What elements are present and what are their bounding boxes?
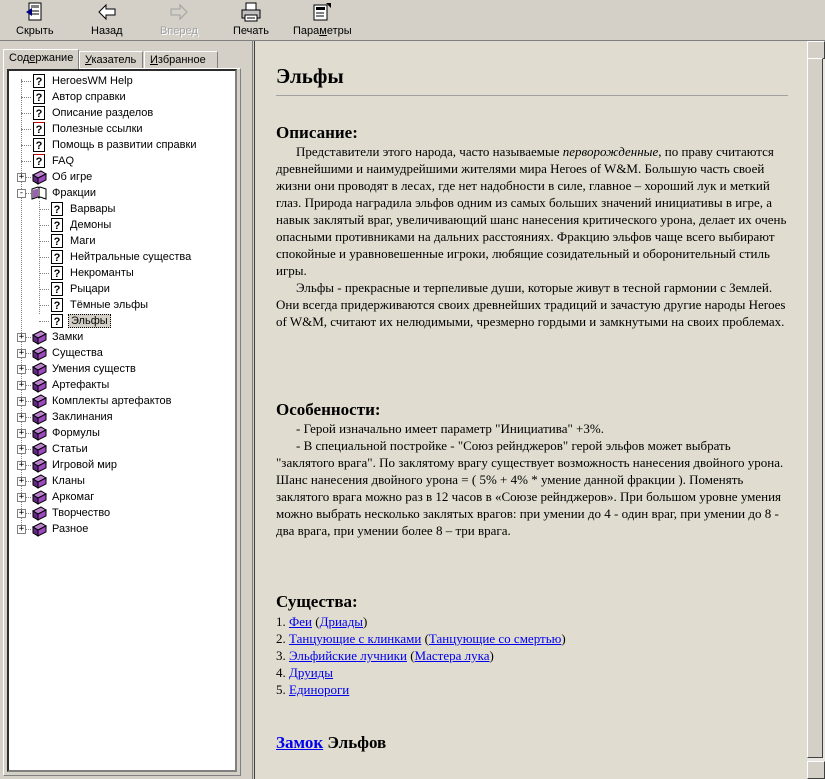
expand-icon[interactable]: +: [18, 412, 25, 422]
features-text: [276, 420, 791, 539]
help-page-icon: ?: [51, 298, 63, 312]
expand-icon[interactable]: +: [18, 524, 25, 534]
book-closed-icon: [31, 489, 47, 505]
creature-upgrade-link[interactable]: Мастера лука: [414, 648, 490, 663]
tree-item[interactable]: [31, 105, 155, 121]
collapse-icon[interactable]: -: [18, 188, 25, 198]
tree-connector: [39, 305, 49, 306]
tree-item[interactable]: [31, 377, 111, 393]
creature-list-item: 1. Феи (Дриады): [276, 614, 368, 629]
book-closed-icon: [31, 409, 47, 425]
options-label: Параметры: [293, 25, 352, 37]
creature-link[interactable]: Танцующие с клинками: [289, 631, 422, 646]
print-button[interactable]: [233, 2, 269, 38]
tree-item[interactable]: [31, 489, 96, 505]
tree-item-label: Существа: [52, 347, 103, 359]
description-paragraph-2: Эльфы - прекрасные и терпеливые души, которые живут в тесной гармонии с Землей. Они всегда придерживаются своих древнейших традиций и зачастую другие народы Heroes of W&M, считают их нелюдимыми, чрезмерно гордыми и замкнутыми на своих проблемах.: [276, 280, 786, 329]
navigation-pane: [0, 41, 244, 779]
tree-item-label: Демоны: [70, 219, 112, 231]
expand-icon[interactable]: +: [18, 332, 25, 342]
help-page-icon: ?: [51, 234, 63, 248]
hide-label: Скрыть: [16, 25, 54, 37]
help-page-icon: ?: [33, 106, 45, 120]
expand-icon[interactable]: +: [18, 348, 25, 358]
scroll-down-button[interactable]: [807, 761, 825, 779]
help-page-icon: ?: [33, 74, 45, 88]
expand-icon[interactable]: +: [18, 428, 25, 438]
tree-item[interactable]: [31, 409, 115, 425]
help-page-icon: ?: [51, 266, 63, 280]
tree-item-label: Эльфы: [68, 314, 111, 328]
tree-connector: [39, 273, 49, 274]
forward-label: Вперед: [160, 25, 198, 37]
tree-item-label: Варвары: [70, 203, 116, 215]
creature-number: 3.: [276, 648, 289, 663]
tree-item[interactable]: [31, 473, 87, 489]
tree-connector: [39, 241, 49, 242]
tree-item[interactable]: [31, 169, 94, 185]
forward-button[interactable]: [160, 2, 198, 38]
options-button[interactable]: [293, 2, 352, 38]
tree-connector: [39, 321, 49, 322]
page-title: Эльфы: [276, 64, 344, 88]
back-label: Назад: [91, 25, 123, 37]
tab-index[interactable]: Указатель: [79, 51, 143, 68]
description-paragraph-1: Представители этого народа, часто называемые перворожденные, по праву считаются древнейшими и наимудрейшими жителями мира Heroes of W&M. Большую часть своей жизни они проводят в лесах, где нет надобности в силе, главное – хороший лук и меткий глаз. Природа наградила эльфов одним из самых больших значений инициативы в игре, а навык заклятый враг, увеличивающий шанс нанесения критического урона, делает их очень опасными противниками на дальних расстояниях. Фракцию эльфов чаще всего выбирают спокойные и уравновешенные игроки, любящие созидательный и оборонительный стиль игры.: [276, 144, 787, 278]
tree-item-label: Рыцари: [70, 283, 110, 295]
expand-icon[interactable]: +: [18, 508, 25, 518]
tab-contents[interactable]: Содержание: [3, 49, 79, 69]
tree-item[interactable]: [31, 121, 145, 137]
tree-item[interactable]: [31, 393, 174, 409]
tree-connector: [39, 209, 49, 210]
back-button[interactable]: [91, 2, 123, 38]
scroll-thumb[interactable]: [807, 58, 823, 758]
creature-number: 2.: [276, 631, 289, 646]
help-page-icon: ?: [33, 122, 45, 136]
tree-connector: [21, 81, 31, 82]
contents-tree[interactable]: [7, 69, 237, 772]
book-closed-icon: [31, 505, 47, 521]
book-closed-icon: [31, 169, 47, 185]
printer-icon: [240, 2, 262, 22]
tree-item-label: Аркомаг: [52, 491, 95, 503]
creature-number: 4.: [276, 665, 289, 680]
help-page-icon: ?: [33, 90, 45, 104]
tree-item-label: Описание разделов: [52, 107, 154, 119]
creature-link[interactable]: Феи: [289, 614, 312, 629]
creature-list-item: [276, 664, 566, 681]
back-arrow-icon: [96, 2, 118, 22]
castle-line: Замок Эльфов: [276, 733, 387, 752]
tree-item[interactable]: [49, 281, 112, 297]
tree-item[interactable]: [31, 137, 198, 153]
tree-item[interactable]: [49, 201, 117, 217]
tree-connector: [39, 257, 49, 258]
tree-item[interactable]: [31, 345, 105, 361]
book-closed-icon: [31, 457, 47, 473]
options-icon: [311, 2, 333, 22]
help-page-icon: ?: [51, 282, 63, 296]
tree-item-label: Полезные ссылки: [52, 123, 143, 135]
feature-item-1: - Герой изначально имеет параметр "Инициатива" +3%.: [296, 421, 604, 436]
tree-connector: [39, 289, 49, 290]
help-page-icon: ?: [33, 138, 45, 152]
tree-item[interactable]: [31, 329, 85, 345]
tree-item[interactable]: [31, 521, 90, 537]
features-heading: Особенности:: [276, 400, 381, 419]
tree-item-label: Автор справки: [52, 91, 126, 103]
tree-item-label: Маги: [70, 235, 96, 247]
book-closed-icon: [31, 345, 47, 361]
tree-item-label: Тёмные эльфы: [70, 299, 149, 311]
book-closed-icon: [31, 393, 47, 409]
book-closed-icon: [31, 441, 47, 457]
tree-connector: [21, 97, 31, 98]
description-text: [276, 143, 791, 330]
tree-item[interactable]: [49, 233, 98, 249]
tree-item-label: Заклинания: [52, 411, 113, 423]
hide-icon: [24, 2, 46, 22]
tree-item[interactable]: [49, 313, 111, 329]
tree-item[interactable]: [31, 185, 98, 201]
tree-item[interactable]: [49, 249, 193, 265]
tree-connector: [21, 145, 31, 146]
creature-link[interactable]: Единороги: [289, 682, 350, 697]
description-heading: Описание:: [276, 123, 358, 142]
creature-link[interactable]: Друиды: [289, 665, 334, 680]
creature-number: 5.: [276, 682, 289, 697]
tree-item[interactable]: [49, 217, 113, 233]
tree-connector: [21, 161, 31, 162]
creature-upgrade-link[interactable]: Дриады: [319, 614, 364, 629]
help-page-icon: ?: [51, 250, 63, 264]
help-page-icon: ?: [51, 202, 63, 216]
tab-favorites[interactable]: Избранное: [144, 51, 218, 68]
book-closed-icon: [31, 377, 47, 393]
creature-number: 1.: [276, 614, 289, 629]
creatures-list: [276, 613, 566, 698]
tree-item-label: Об игре: [52, 171, 93, 183]
expand-icon[interactable]: +: [18, 172, 25, 182]
content-pane: [254, 41, 808, 779]
tree-item-label: FAQ: [52, 155, 75, 167]
expand-icon[interactable]: +: [18, 396, 25, 406]
creature-list-item: [276, 681, 566, 698]
creature-link[interactable]: Эльфийские лучники: [289, 648, 407, 663]
print-label: Печать: [233, 25, 270, 37]
expand-icon[interactable]: +: [18, 476, 25, 486]
creature-list-item: 2. Танцующие с клинками (Танцующие со смертью): [276, 631, 566, 646]
tree-connector: [39, 225, 49, 226]
tree-item-label: Артефакты: [52, 379, 110, 391]
book-closed-icon: [31, 329, 47, 345]
expand-icon[interactable]: +: [18, 460, 25, 470]
tree-item-label: Некроманты: [70, 267, 134, 279]
tree-item-label: Фракции: [52, 187, 96, 199]
help-page-icon: ?: [33, 154, 45, 168]
tree-item[interactable]: [31, 441, 90, 457]
book-closed-icon: [31, 361, 47, 377]
tree-item[interactable]: [49, 265, 136, 281]
toolbar: [0, 0, 825, 41]
help-page-icon: ?: [51, 314, 63, 328]
tree-item-label: Формулы: [52, 427, 100, 439]
expand-icon[interactable]: +: [18, 380, 25, 390]
tree-connector: [21, 129, 31, 130]
book-open-icon: [31, 185, 47, 201]
creatures-heading: Существа:: [276, 592, 358, 611]
tree-item-label: Помощь в развитии справки: [52, 139, 197, 151]
vertical-scrollbar[interactable]: [807, 41, 825, 779]
tree-item[interactable]: [31, 505, 112, 521]
tree-item-label: Нейтральные существа: [70, 251, 192, 263]
tree-item[interactable]: [31, 361, 138, 377]
tree-item[interactable]: [31, 73, 135, 89]
tree-item[interactable]: [31, 153, 76, 169]
hide-button[interactable]: [16, 2, 54, 38]
help-page-icon: ?: [51, 218, 63, 232]
scroll-up-button[interactable]: [807, 41, 825, 59]
book-closed-icon: [31, 425, 47, 441]
tree-item-label: Умения существ: [52, 363, 136, 375]
book-closed-icon: [31, 473, 47, 489]
creature-list-item: 3. Эльфийские лучники (Мастера лука): [276, 648, 494, 663]
tree-item[interactable]: [31, 425, 102, 441]
tree-item[interactable]: [31, 89, 128, 105]
creature-upgrade-link[interactable]: Танцующие со смертью: [428, 631, 562, 646]
tree-item-label: Комплекты артефактов: [52, 395, 172, 407]
tree-item-label: Творчество: [52, 507, 111, 519]
tree-item[interactable]: [31, 457, 119, 473]
title-divider: [276, 95, 788, 96]
expand-icon[interactable]: +: [18, 492, 25, 502]
tree-item-label: Игровой мир: [52, 459, 118, 471]
tree-connector: [21, 113, 31, 114]
expand-icon[interactable]: +: [18, 364, 25, 374]
tree-item-label: Кланы: [52, 475, 85, 487]
forward-arrow-icon: [168, 2, 190, 22]
book-closed-icon: [31, 521, 47, 537]
castle-link[interactable]: Замок: [276, 733, 324, 752]
tree-item[interactable]: [49, 297, 150, 313]
tree-item-label: HeroesWM Help: [52, 75, 133, 87]
feature-item-2: - В специальной постройке - "Союз рейнджеров" герой эльфов может выбрать "заклятого врага". По заклятому врагу существует возможность нанесения двойного урона. Шанс нанесения двойного урона = ( 5% + 4% * умение данной фракции ). Поменять заклятого врага можно раз в 12 часов в «Союзе рейнджеров». При большом уровне умения можно выбрать несколько заклятых врагов: при умении до 4 - один враг, при умении до 8 - два врага, при умении более 8 – три врага.: [276, 438, 784, 538]
tree-item-label: Разное: [52, 523, 89, 535]
tree-item-label: Статьи: [52, 443, 88, 455]
tree-item-label: Замки: [52, 331, 84, 343]
pane-splitter[interactable]: [244, 41, 253, 779]
expand-icon[interactable]: +: [18, 444, 25, 454]
